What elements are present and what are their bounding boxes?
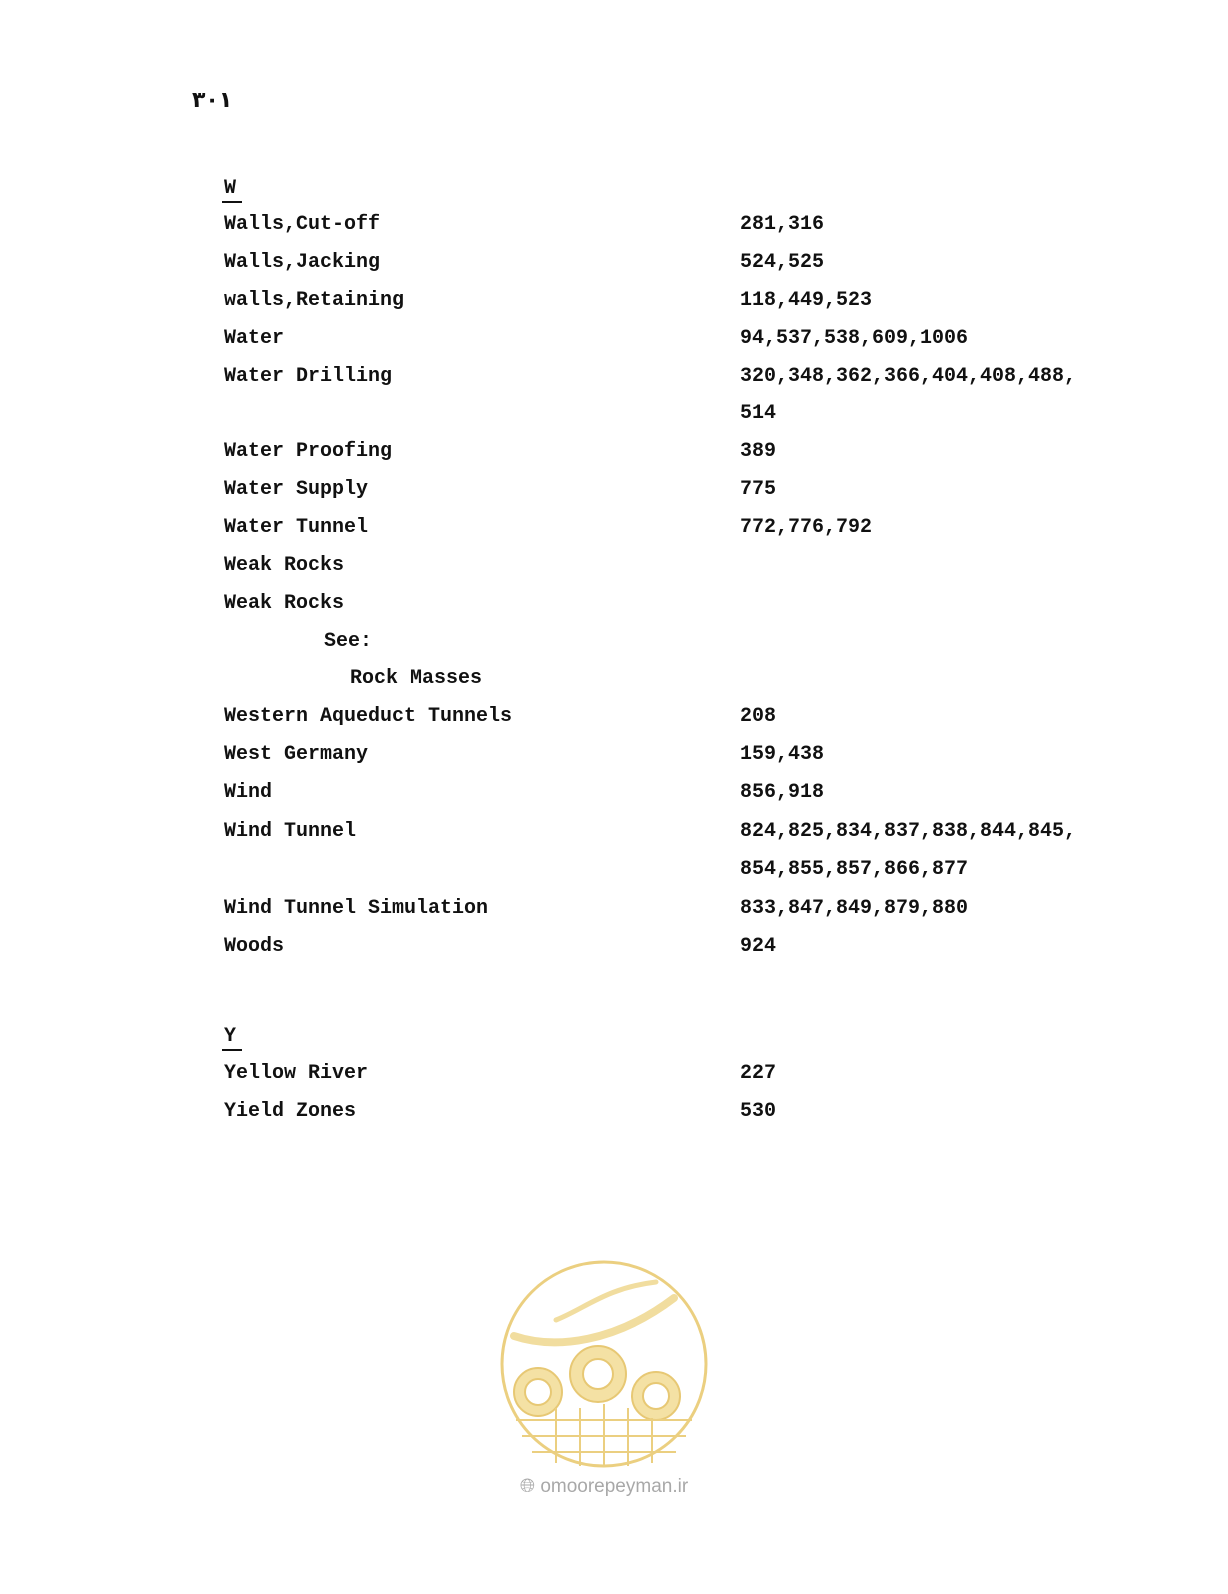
entry-pages: 118,449,523 [740, 289, 873, 312]
entry-term: Wind Tunnel Simulation [224, 897, 489, 920]
entry-pages: 856,918 [740, 781, 825, 804]
index-entry [224, 740, 1124, 770]
entry-term: Wind Tunnel [224, 820, 357, 843]
index-entry [224, 1097, 1124, 1127]
entry-term: Water Proofing [224, 440, 393, 463]
entry-pages: 924 [740, 935, 777, 958]
index-entry [224, 702, 1124, 732]
watermark-seal-icon [496, 1258, 712, 1470]
index-entry-continuation [224, 399, 1124, 429]
entry-pages: 227 [740, 1062, 777, 1085]
page-number: ۳۰۱ [192, 88, 233, 113]
entry-pages: 208 [740, 705, 777, 728]
index-entry [224, 778, 1124, 808]
entry-pages: 833,847,849,879,880 [740, 897, 969, 920]
index-entry [224, 551, 1124, 581]
entry-term: Water [224, 327, 285, 350]
entry-term: Wind [224, 781, 273, 804]
section-letter-w: W [222, 178, 242, 203]
entry-pages-continued: 514 [740, 402, 777, 425]
watermark-logo [496, 1258, 712, 1502]
see-reference-target [224, 664, 1124, 694]
index-entry [224, 362, 1124, 392]
index-entry [224, 286, 1124, 316]
entry-term: Water Drilling [224, 365, 393, 388]
entry-pages: 94,537,538,609,1006 [740, 327, 969, 350]
entry-pages: 389 [740, 440, 777, 463]
entry-pages: 530 [740, 1100, 777, 1123]
entry-pages: 824,825,834,837,838,844,845, [740, 820, 1077, 843]
index-entry [224, 513, 1124, 543]
watermark-url: omoorepeyman.ir [540, 1476, 689, 1497]
entry-pages: 524,525 [740, 251, 825, 274]
index-entry-continuation [224, 855, 1124, 885]
index-entry [224, 324, 1124, 354]
entry-term: West Germany [224, 743, 369, 766]
index-entry [224, 475, 1124, 505]
see-target: Rock Masses [350, 667, 483, 690]
index-entry [224, 589, 1124, 619]
index-entry [224, 437, 1124, 467]
entry-pages: 775 [740, 478, 777, 501]
entry-term: Water Tunnel [224, 516, 369, 539]
entry-term: Water Supply [224, 478, 369, 501]
entry-pages: 772,776,792 [740, 516, 873, 539]
see-label: See: [324, 630, 373, 653]
entry-term: Weak Rocks [224, 592, 345, 615]
index-entry [224, 817, 1124, 847]
entry-term: Yellow River [224, 1062, 369, 1085]
entry-term: walls,Retaining [224, 289, 405, 312]
section-letter-y: Y [222, 1026, 242, 1051]
index-entry [224, 894, 1124, 924]
entry-term: Woods [224, 935, 285, 958]
entry-pages-continued: 854,855,857,866,877 [740, 858, 969, 881]
index-entry [224, 248, 1124, 278]
entry-term: Yield Zones [224, 1100, 357, 1123]
entry-term: Weak Rocks [224, 554, 345, 577]
index-entry [224, 210, 1124, 240]
entry-term: Walls,Cut-off [224, 213, 381, 236]
entry-pages: 281,316 [740, 213, 825, 236]
see-reference [224, 627, 1124, 657]
entry-pages: 320,348,362,366,404,408,488, [740, 365, 1077, 388]
index-entry [224, 1059, 1124, 1089]
index-entry [224, 932, 1124, 962]
entry-term: Western Aqueduct Tunnels [224, 705, 513, 728]
watermark-caption: 🌐︎ omoorepeyman.ir [519, 1476, 689, 1497]
entry-pages: 159,438 [740, 743, 825, 766]
entry-term: Walls,Jacking [224, 251, 381, 274]
